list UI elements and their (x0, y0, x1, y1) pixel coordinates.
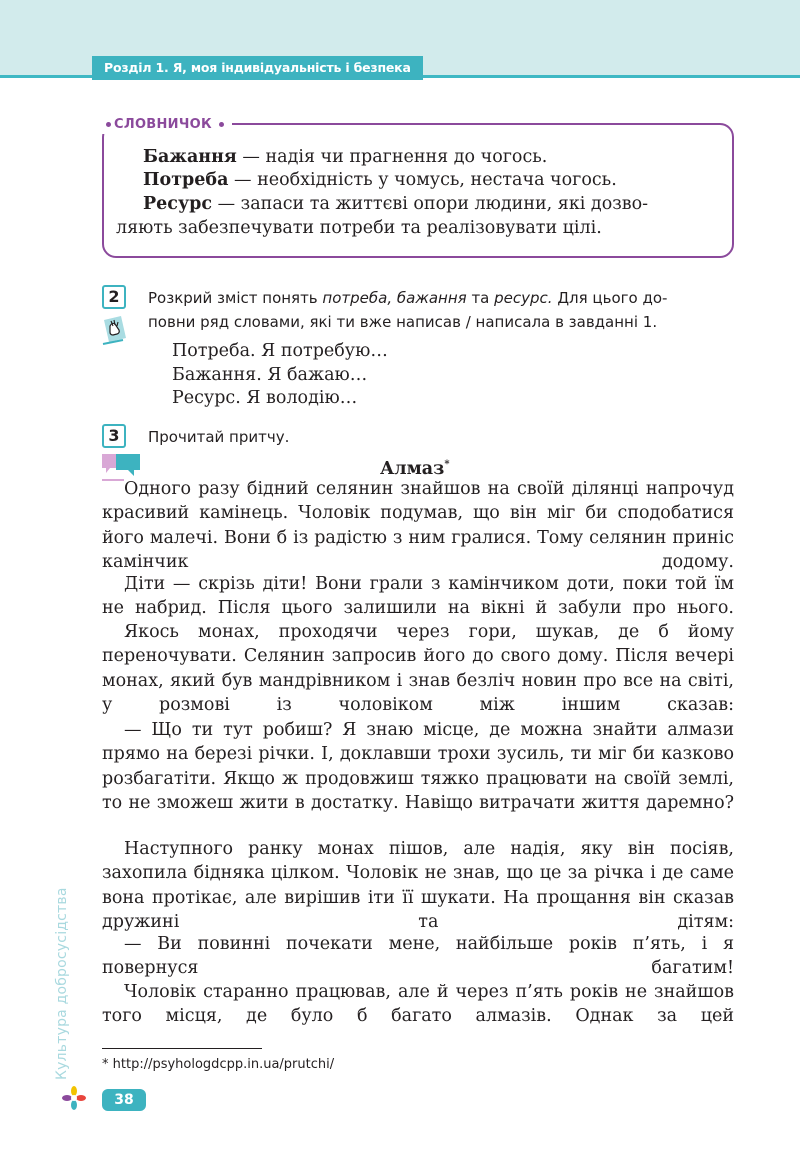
list-item: Потреба. Я потребую… (172, 341, 388, 361)
glossary-entry (116, 216, 602, 240)
instruction-text: та (466, 289, 495, 307)
instruction-text: Розкрий зміст понять (148, 289, 323, 307)
instruction-term: ресурс. (494, 289, 553, 307)
chapter-title: Розділ 1. Я, моя індивідуальність і безпека (92, 56, 423, 80)
page-number: 38 (102, 1089, 146, 1111)
story-paragraph: — Ви повинні почекати мене, найбільше років п’ять, і я повернуся багатим! (102, 934, 734, 979)
story-paragraph: Якось монах, проходячи через гори, шукав, де б йому переночувати. Селянин запросив його до свого дому. Після вечері монах, який був мандрівником і знав безліч новин про все на світі, у розмові із чоловіком між іншим сказав: (102, 622, 734, 715)
list-item: Ресурс. Я володію… (172, 388, 358, 408)
footnote: * http://psyhologdcpp.in.ua/prutchi/ (102, 1057, 335, 1072)
task-instruction (148, 286, 667, 310)
task-instruction: Прочитай притчу. (148, 428, 290, 446)
glossary-definition: — запаси та життєві опори людини, які дозво- (212, 194, 649, 214)
task-number: 2 (102, 285, 126, 309)
glossary-title: СЛОВНИЧОК (114, 116, 212, 132)
task-instruction: повни ряд словами, які ти вже написав / написала в завданні 1. (148, 313, 658, 331)
instruction-text: Для цього до- (552, 289, 668, 307)
glossary-heading (102, 114, 232, 134)
glossary-entry (143, 192, 648, 216)
glossary-entry (143, 145, 547, 169)
story-paragraph: Наступного ранку монах пішов, але надія, яку він посіяв, захопила бідняка цілком. Чоловік не знав, що це за річка і де саме вона протікає, але вирішив іти її шукати. На прощання він сказав дружині та дітям: (102, 839, 734, 932)
glossary-term: Ресурс (143, 194, 213, 214)
glossary-definition: — надія чи прагнення до чогось. (236, 147, 548, 167)
task-number: 3 (102, 424, 126, 448)
glossary-definition: ляють забезпечувати потреби та реалізовувати цілі. (116, 218, 602, 238)
glossary-definition: — необхідність у чомусь, нестача чогось. (228, 170, 617, 190)
footnote-divider (102, 1048, 262, 1049)
story-paragraph: Чоловік старанно працював, але й через п’ять років не знайшов того місця, де було б багато алмазів. Однак за цей (102, 982, 734, 1027)
story-paragraph: Одного разу бідний селянин знайшов на своїй ділянці напрочуд красивий камінець. Чоловік подумав, що він міг би сподобатися його малечі. Вони б із радістю з ним гралися. Тому селянин приніс камінчик додому. (102, 479, 734, 572)
bullet-dot-icon (219, 122, 224, 127)
writing-hand-icon (101, 314, 129, 346)
story-paragraph: — Що ти тут робиш? Я знаю місце, де можна знайти алмази прямо на березі річки. І, доклавши трохи зусиль, ти міг би казково розбагатіти. Якщо ж продовжиш тяжко працювати на своїй землі, то не зможеш жити в достатку. Навіщо витрачати життя даремно? (102, 720, 734, 813)
glossary-entry (143, 168, 617, 192)
story-title (380, 454, 450, 480)
story-paragraph: Діти — скрізь діти! Вони грали з камінчиком доти, поки той їм не набрид. Після цього залишили на вікні й забули про нього. (102, 574, 734, 619)
footnote-mark: * (444, 459, 450, 470)
glossary-term: Потреба (143, 170, 229, 190)
glossary-term: Бажання (143, 147, 237, 167)
instruction-term: потреба, бажання (322, 289, 467, 307)
story-title-text: Алмаз (380, 458, 445, 479)
side-section-label: Культура добросусідства (54, 887, 70, 1080)
bullet-dot-icon (106, 122, 111, 127)
list-item: Бажання. Я бажаю… (172, 365, 368, 385)
flower-icon (62, 1086, 86, 1110)
